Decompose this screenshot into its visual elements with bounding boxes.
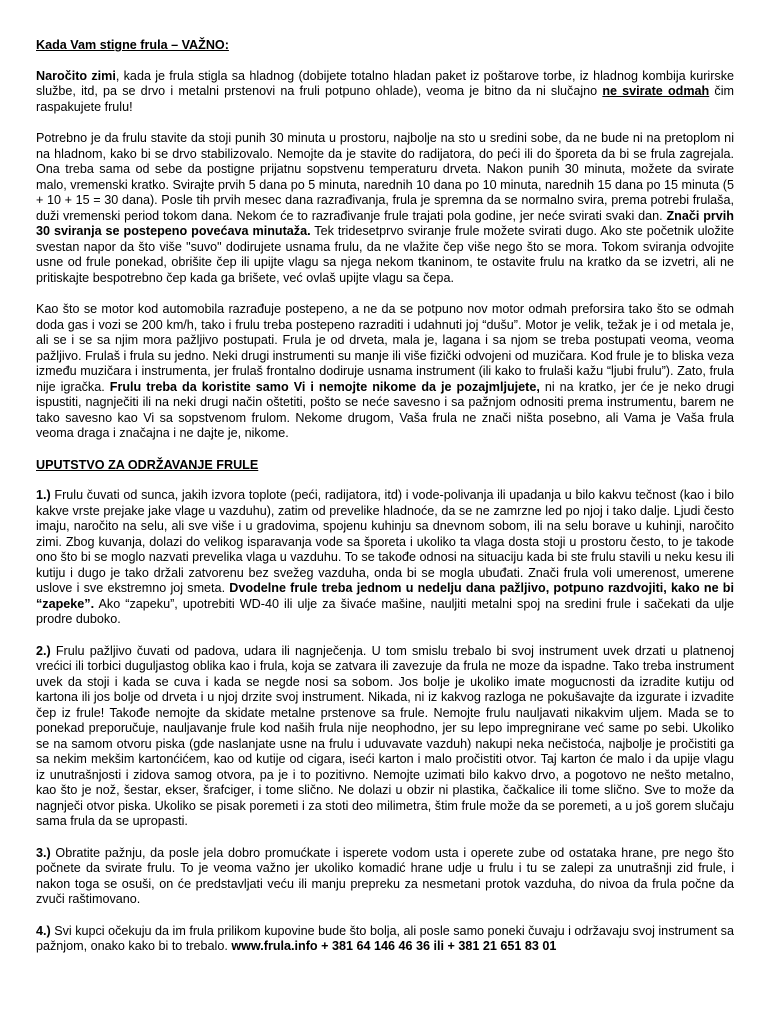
bold-text-run: Dvodelne frule treba jednom u nedelju dana pažljivo, potpuno razdvojiti, kako ne bi “zapeke”. [36,581,734,611]
bold-text-run: 3.) [36,845,51,860]
bold-text-run: Frulu treba da koristite samo Vi i nemojte nikome da je pozajmljujete, [109,379,540,394]
bold-text-run: 1.) [36,488,51,502]
text-run: Ako “zapeku”, upotrebiti WD-40 ili ulje za šivaće mašine, nauljiti metalni spoj na sredini frule i sačekati da ulje prodre duboko. [36,596,734,626]
document-title: Kada Vam stigne frula – VAŽNO: [36,38,229,52]
bold-text-run: ne svirate odmah [602,84,710,98]
text-run: Svi kupci očekuju da im frula prilikom kupovine bude što bolja, ali posle samo poneki čuvaju i održavaju svoj instrument sa pažnjom, onako kako bi to trebalo. [36,923,734,953]
instruction-item-4 [36,924,734,955]
text-run: Frulu pažljivo čuvati od padova, udara ili nagnječenja. U tom smislu trebalo bi svoj instrument uvek drzati u platnenoj vrećici ili torbici duguljastog oblika kao i frula, koja se zatvara ili zavezuje da frula ne moze da ispadne. Tako treba instrument uvek da stoji i kada se cuva i kada se negde nosi sa sobom. Jos bolje je ukoliko imate mogucnosti da izradite kutiju od kartona ili jos bolje od drveta i u njoj drzite svoj instrument. Nikada, ni iz kakvog razloga ne pokušavajte da izgurate i izvadite čep iz frule! Takođe nemojte da skidate metalne prstenove sa frule. Nemojte frulu nauljavati nikakvim uljem. Mada se to ponekad preporučuje, nauljavanje frule kod naših frula nije neophodno, jer su lepo impregnirane već same po sebi. Ukoliko se na samom otvoru piska (gde naslanjate usne na frulu i uduvavate vazduh) nakupi neka nečistoća, najbolje je pročistiti ga sa nekim mekšim kartonćićem, kao od kutije od cigara, iseći karton i malo pročistiti otvor. Taj karton će malo i da upije vlagu iz unutrašnjosti i zidova samog otvora, pa je i to pozitivno. Nemojte uzimati bilo kakvo drvo, a pogotovo ne nešto metalno, kao što je nož, šestar, ekser, šrafciger, i tome slično. Ne dolazi u obzir ni plastika, čačkalice ili tome slično. Sve to može da nagnječi otvor piska. Ukoliko se pisak poremeti i za stoti deo milimetra, štim frule može da se poremeti, a u još gorem slučaju sama frula da se upropasti. [36,643,734,828]
text-run: Kao što se motor kod automobila razrađuje postepeno, a ne da se potpuno nov motor odmah preforsira tako što se odmah doda gas i vozi se 200 km/h, tako i frulu treba postepeno razraditi i udahnuti joj “dušu”. Motor je velik, težak je i od metala je, ali se i se sa njim mora pažljivo postupati. Frula je od drveta, mala je, lagana i sa njom se treba postupati veoma, veoma pažljivo. Frulaš i frula su jedno. Neki drugi instrumenti su manje ili više fizički odvojeni od muzičara. Kod frule je to bliska veza između muzičara i instrumenta, jer frulaš frontalno dodiruje usnama instrument (ili kako to frulaši kažu “lјubi frulu”). Zato, frula nije igračka. [36,302,734,394]
intro-paragraph-1 [36,69,734,116]
text-run: , kada je frula stigla sa hladnog (dobijete totalno hladan paket iz poštarove torbe, iz hladnog kombija kurirske službe, itd, pa se drvo i metalni prstenovi na fruli potpuno ohlade), veoma je bitno da ni slučajno [36,68,734,98]
bold-text-run: 2.) [36,643,51,658]
text-run: čim raspakujete frulu! [36,84,735,114]
bold-text-run: www.frula.info + 381 64 146 46 36 ili + 381 21 651 83 01 [231,939,557,953]
text-run: Obratite pažnju, da posle jela dobro promućkate i isperete vodom usta i operete zube od ostataka hrane, pre nego što počnete da svirate frulu. To je veoma važno jer ukoliko komadić hrane udje u frulu i tu se zalepi za unutrašnji zid frule, i nakon toga se osuši, on će predstavljati veću ili manju prepreku za nesmetani protok vazduha, do nivoa da frula počne da zvuči raštimovano. [36,845,734,906]
section-title: UPUTSTVO ZA ODRŽAVANJE FRULE [36,457,259,472]
instruction-item-2 [36,644,734,830]
text-run: ni na kratko, jer će je neko drugi ispustiti, nagnječiti ili na neki drugi način oštetiti, pošto se neće savesno i sa pažnjom odnositi prema instrumentu, barem ne tako savesno kao Vi sa sopstvenom frulom. Nekome drugom, Vaša frula ne znači ništa posebno, ali Vama je Vaša frula veoma draga i značajna i ne dajte je, nikome. [36,379,735,440]
text-run: Potrebno je da frulu stavite da stoji punih 30 minuta u prostoru, najbolje na sto u sredini sobe, da ne bude ni na pretoplom ni na hladnom, kako bi se drvo stabilizovalo. Nemojte da je stavite do radijatora, do peći ili do šporeta da bi se frula zagrejala. Ona treba sama od sebe da postigne prijatnu sopstvenu temperaturu drveta. Nakon punih 30 minuta, možete da svirate malo, vremenski kratko. Svirajte prvih 5 dana po 5 minuta, narednih 10 dana po 10 minuta, narednih 15 dana po 15 minuta (5 + 10 + 15 = 30 dana). Posle tih prvih mesec dana razrađivanja, frula je spremna da se normalno svira, prema potrebi frulaša, duži vremenski period tokom dana. Nekom će to razrađivanje frule trajati pola godine, jer neće svirati svaki dan. [36,131,734,223]
intro-paragraph-3 [36,302,734,442]
bold-text-run: 4.) [36,923,51,938]
bold-text-run: Znači prvih 30 sviranja se postepeno povećava minutaža. [36,208,734,238]
bold-text-run: Naročito zimi [36,68,116,83]
instruction-item-1 [36,488,734,628]
text-run: Frulu čuvati od sunca, jakih izvora toplote (peći, radijatora, itd) i vode-polivanja ili upadanja u bilo kakvu tečnost (kao i bilo kakve vrste prejake jake vlage u vazduhu), zatim od prevelike hladnoće, da se ne zamrzne led po njoj i tako dalje. Ljudi često imaju, naročito na selu, ali sve više i u gradovima, spojenu kuhinju sa dnevnom sobom, ili na selu borave u kuhinji, naročito zimi. Zbog kuvanja, dolazi do velikog isparavanja vode sa šporeta i ukoliko ta vlaga dosta stoji u prostoru često, to je takode ono što bi se moglo nazvati prevelika vlaga u vazduhu. To se takođe odnosi na situaciju kada bi ste frulu stavili u neku kesu ili kutiju i dugo je tako držali zatvorenu bez svežeg vazduha, onda bi se mogla ubuđati. Znači frula voli umerenost, umerene uslove i sve ekstremno joj smeta. [36,488,734,595]
instruction-item-3 [36,846,734,908]
intro-paragraph-2 [36,131,734,286]
text-run: Tek tridesetprvo sviranje frule možete svirati dugo. Ako ste početnik uložite svestan napor da što više "suvo" dodirujete usnama frulu, da ne vlažite čep više nego što se mora. Tokom sviranja odvojite usne od frule ponekad, obrišite čep ili upijte vlagu sa njega nekom tkaninom, te ostavite frulu na kratko da se izvetri, ali ne pritiskajte bespotrebno čep kada ga brišete, već ovlaš upijte vlagu sa čepa. [36,224,734,285]
